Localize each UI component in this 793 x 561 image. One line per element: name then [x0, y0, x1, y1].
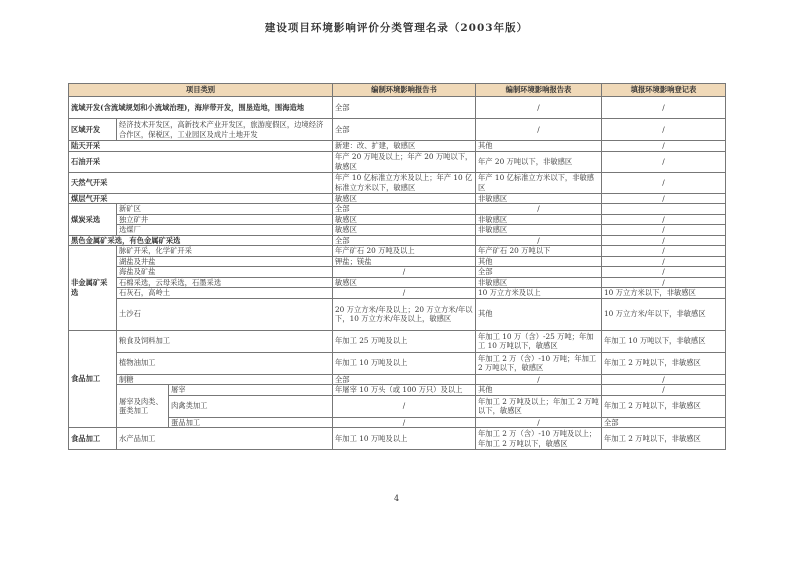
subcategory2-cell: 肉禽类加工 — [169, 395, 333, 417]
subcategory-cell: 水产品加工 — [117, 428, 333, 450]
registration-cell: / — [602, 235, 726, 246]
subcategory-cell: 选煤厂 — [117, 225, 333, 236]
category-cell: 天然气开采 — [69, 172, 333, 193]
registration-cell: 年加工 10 万吨以下，非敏感区 — [602, 330, 726, 352]
form-cell: 其他 — [476, 298, 602, 330]
category-cell: 石油开采 — [69, 151, 333, 172]
table-row — [69, 330, 726, 352]
form-cell: / — [476, 235, 602, 246]
registration-cell: / — [602, 172, 726, 193]
page-number: 4 — [393, 494, 400, 503]
registration-cell: / — [602, 246, 726, 257]
registration-cell: 全部 — [602, 417, 726, 428]
subcategory-cell: 植物油加工 — [117, 352, 333, 374]
header-category: 项目类别 — [69, 84, 333, 97]
form-cell: 年产 20 万吨以下，非敏感区 — [476, 151, 602, 172]
document-title: 建设项目环境影响评价分类管理名录（2003年版） — [264, 22, 529, 34]
form-cell: 非敏感区 — [476, 225, 602, 236]
form-cell: 10 万立方米及以上 — [476, 288, 602, 299]
report-cell: 年加工 10 万吨及以上 — [333, 428, 476, 450]
registration-cell: / — [602, 267, 726, 278]
report-cell: 年加工 25 万吨及以上 — [333, 330, 476, 352]
subcategory2-cell: 蛋品加工 — [169, 417, 333, 428]
report-cell: 全部 — [333, 374, 476, 385]
subcategory-cell: 经济技术开发区，高新技术产业开发区，旅游度假区，边境经济合作区，保税区，工业园区及成片土地开发 — [117, 119, 333, 141]
category-cell: 食品加工 — [69, 330, 117, 428]
report-cell: 全部 — [333, 235, 476, 246]
report-cell: 年产 20 万吨及以上；年产 20 万吨以下，敏感区 — [333, 151, 476, 172]
form-cell: 年产 10 亿标准立方米以下，非敏感区 — [476, 172, 602, 193]
registration-cell: / — [602, 385, 726, 396]
registration-cell: 年加工 2 万吨以下，非敏感区 — [602, 428, 726, 450]
table-row — [69, 428, 726, 450]
registration-cell: / — [602, 374, 726, 385]
table-row — [69, 352, 726, 374]
registration-cell: / — [602, 193, 726, 204]
report-cell: 20 万立方米/年及以上；20 万立方米/年以下，10 万立方米/年及以上，敏感区 — [333, 298, 476, 330]
report-cell: 年产矿石 20 万吨及以上 — [333, 246, 476, 257]
table-row — [69, 151, 726, 172]
table-row — [69, 141, 726, 152]
form-cell: 年加工 2 万（含）-10 万吨；年加工 2 万吨以下，敏感区 — [476, 352, 602, 374]
category-cell: 流域开发(含流域规划和小流域治理)，海岸带开发，围垦造地，围海造地 — [69, 97, 333, 119]
subcategory-cell: 独立矿井 — [117, 214, 333, 225]
form-cell: 年加工 2 万（含）-10 万吨及以上；年加工 2 万吨以下，敏感区 — [476, 428, 602, 450]
registration-cell: / — [602, 214, 726, 225]
subcategory-cell: 新矿区 — [117, 204, 333, 215]
table-row — [69, 256, 726, 267]
subcategory-cell: 海盐及矿盐 — [117, 267, 333, 278]
report-cell: 年加工 10 万吨及以上 — [333, 352, 476, 374]
registration-cell: / — [602, 256, 726, 267]
form-cell: / — [476, 374, 602, 385]
table-row — [69, 214, 726, 225]
report-cell: / — [333, 267, 476, 278]
category-cell: 煤炭采选 — [69, 204, 117, 236]
form-cell: 其他 — [476, 256, 602, 267]
report-cell: 敏感区 — [333, 214, 476, 225]
subcategory-cell: 屠宰及肉类、蛋类加工 — [117, 385, 169, 428]
report-cell: 敏感区 — [333, 193, 476, 204]
subcategory-cell: 湖盐及井盐 — [117, 256, 333, 267]
form-cell: 非敏感区 — [476, 193, 602, 204]
form-cell: 全部 — [476, 267, 602, 278]
category-cell: 煤层气开采 — [69, 193, 333, 204]
form-cell: 年产矿石 20 万吨以下 — [476, 246, 602, 257]
table-row — [69, 97, 726, 119]
category-cell: 区域开发 — [69, 119, 117, 141]
form-cell: 年加工 2 万吨及以上；年加工 2 万吨以下，敏感区 — [476, 395, 602, 417]
registration-cell: 10 万立方米/年以下，非敏感区 — [602, 298, 726, 330]
form-cell: 其他 — [476, 385, 602, 396]
report-cell: / — [333, 417, 476, 428]
subcategory-cell: 石灰石，高岭土 — [117, 288, 333, 299]
report-cell: 全部 — [333, 97, 476, 119]
registration-cell — [602, 204, 726, 215]
form-cell: 年加工 10 万（含）-25 万吨；年加工 10 万吨以下，敏感区 — [476, 330, 602, 352]
table-row — [69, 267, 726, 278]
classification-table — [68, 83, 726, 450]
report-cell: / — [333, 288, 476, 299]
form-cell: / — [476, 119, 602, 141]
table-row — [69, 277, 726, 288]
registration-cell: / — [602, 141, 726, 152]
subcategory-cell: 土沙石 — [117, 298, 333, 330]
table-row — [69, 298, 726, 330]
report-cell: 敏感区 — [333, 225, 476, 236]
registration-cell: 年加工 2 万吨以下，非敏感区 — [602, 395, 726, 417]
subcategory-cell: 粮食及饲料加工 — [117, 330, 333, 352]
subcategory-cell: 石棉采选，云母采选，石墨采选 — [117, 277, 333, 288]
table-row — [69, 193, 726, 204]
subcategory2-cell: 屠宰 — [169, 385, 333, 396]
registration-cell: 10 万立方米以下，非敏感区 — [602, 288, 726, 299]
report-cell: / — [333, 395, 476, 417]
registration-cell: / — [602, 225, 726, 236]
registration-cell: / — [602, 119, 726, 141]
category-cell: 非金属矿采选 — [69, 246, 117, 331]
table-row — [69, 374, 726, 385]
registration-cell: 年加工 2 万吨以下，非敏感区 — [602, 352, 726, 374]
table-row — [69, 288, 726, 299]
report-cell: 新建：改、扩建，敏感区 — [333, 141, 476, 152]
report-cell: 钾盐；镁盐 — [333, 256, 476, 267]
table-row — [69, 119, 726, 141]
table-header-row — [69, 84, 726, 97]
subcategory-cell: 脉矿开采，化学矿开采 — [117, 246, 333, 257]
form-cell: 非敏感区 — [476, 214, 602, 225]
report-cell: 敏感区 — [333, 277, 476, 288]
report-cell: 年产 10 亿标准立方米及以上；年产 10 亿标准立方米以下，敏感区 — [333, 172, 476, 193]
report-cell: 全部 — [333, 119, 476, 141]
form-cell: 其他 — [476, 141, 602, 152]
header-report: 编制环境影响报告书 — [333, 84, 476, 97]
report-cell: 年屠宰 10 万头（或 100 万只）及以上 — [333, 385, 476, 396]
header-registration: 填报环境影响登记表 — [602, 84, 726, 97]
report-cell: 全部 — [333, 204, 476, 215]
registration-cell: / — [602, 277, 726, 288]
form-cell: / — [476, 417, 602, 428]
table-row — [69, 246, 726, 257]
table-row — [69, 172, 726, 193]
table-row — [69, 204, 726, 215]
category-cell: 陆天开采 — [69, 141, 333, 152]
category-cell: 黑色金属矿采选，有色金属矿采选 — [69, 235, 333, 246]
form-cell: 非敏感区 — [476, 277, 602, 288]
header-form: 编制环境影响报告表 — [476, 84, 602, 97]
form-cell: / — [476, 97, 602, 119]
registration-cell: / — [602, 97, 726, 119]
subcategory-cell: 制糖 — [117, 374, 333, 385]
form-cell: / — [476, 204, 602, 215]
table-row — [69, 225, 726, 236]
table-row — [69, 385, 726, 396]
category-cell: 食品加工 — [69, 428, 117, 450]
registration-cell: / — [602, 151, 726, 172]
table-row — [69, 235, 726, 246]
